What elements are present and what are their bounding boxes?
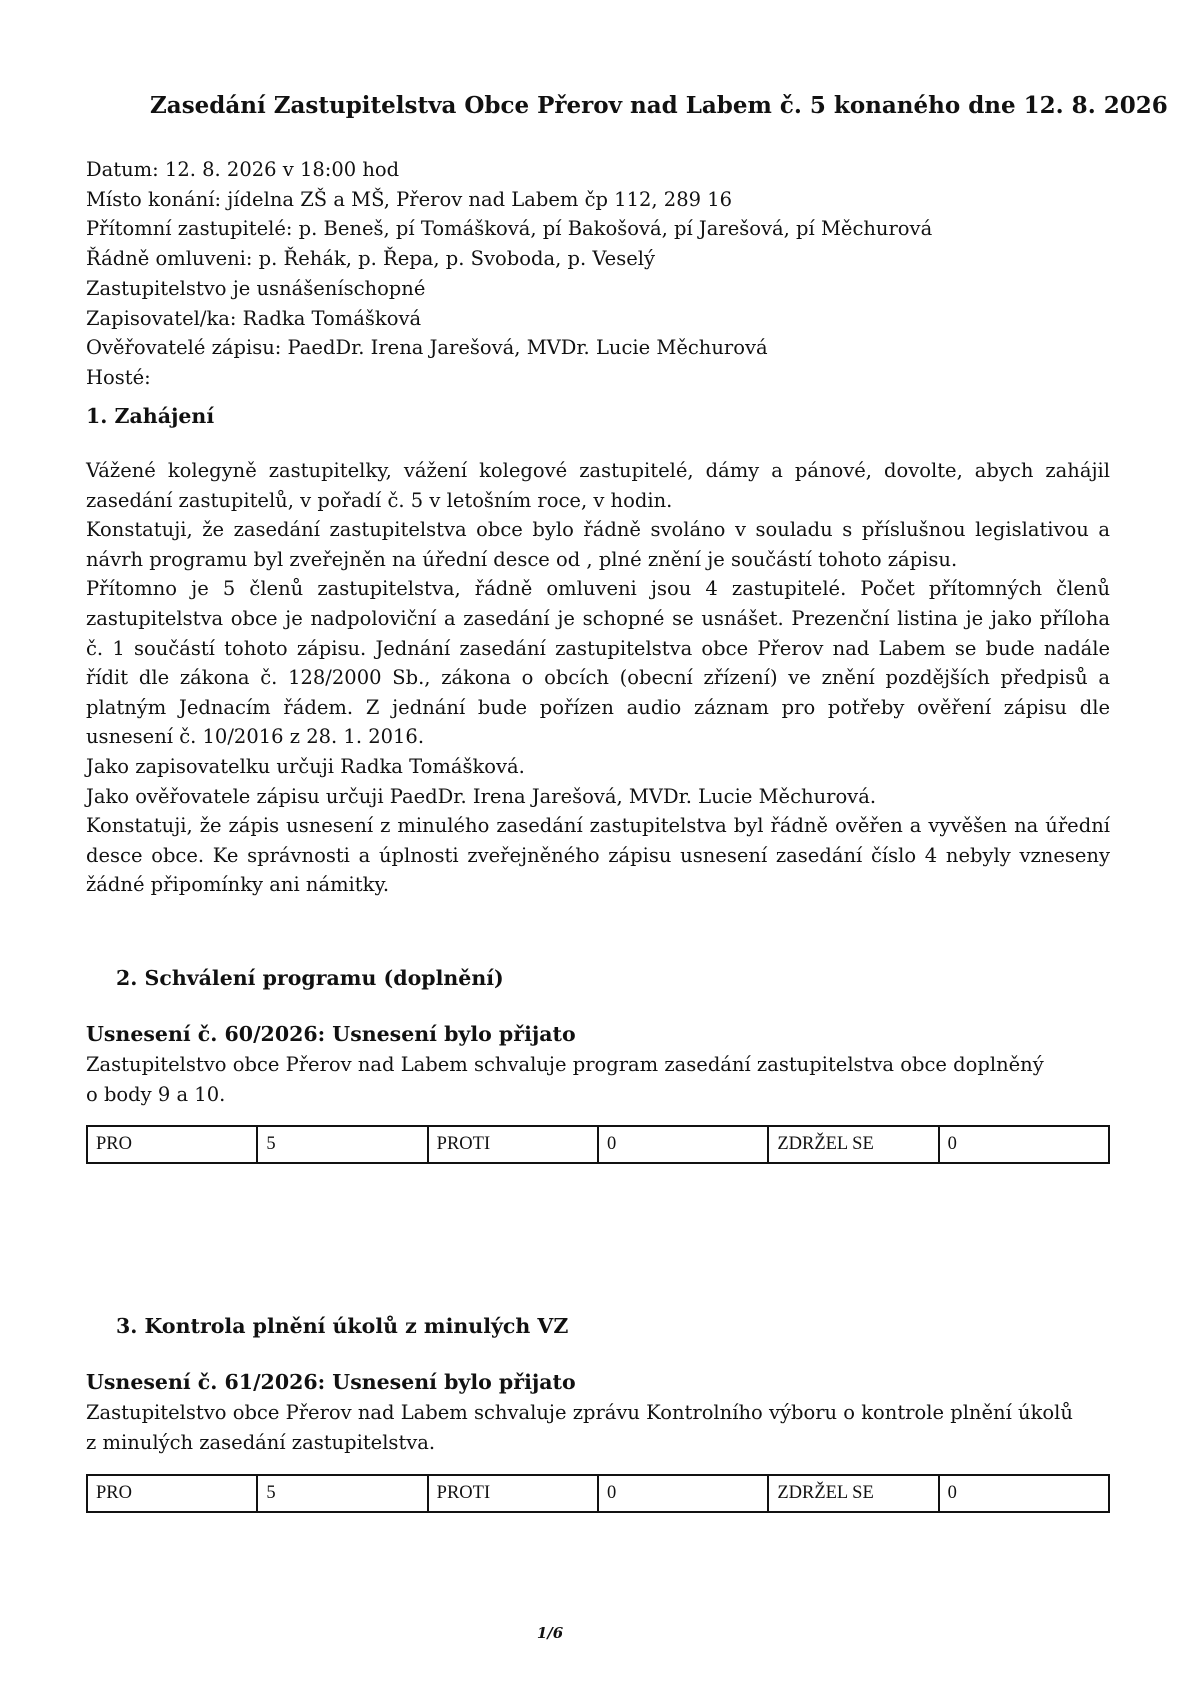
verifiers: Ověřovatelé zápisu: PaedDr. Irena Jarešová, MVDr. Lucie Měchurová (86, 336, 768, 360)
resolution-line: o body 9 a 10. (86, 1082, 226, 1106)
resolution-61-title: Usnesení č. 61/2026: Usnesení bylo přijato (86, 1370, 576, 1394)
section-1-body (86, 456, 1110, 900)
resolution-line: Zastupitelstvo obce Přerov nad Labem schvaluje program zasedání zastupitelstva obce doplněný (86, 1053, 1044, 1076)
vote-count-for: 5 (257, 1475, 427, 1512)
recorder: Zapisovatel/ka: Radka Tomášková (86, 306, 422, 330)
vote-label-against: PROTI (428, 1475, 598, 1512)
section-3-heading: 3. Kontrola plnění úkolů z minulých VZ (116, 1314, 569, 1338)
paragraph: Přítomno je 5 členů zastupitelstva, řádně omluveni jsou 4 zastupitelé. Počet přítomných členů zastupitelstva obce je nadpoloviční a zasedání je schopné se usnášet. Prezenční listina je jako příloha č. 1 součástí tohoto zápisu. Jednání zasedání zastupitelstva obce Přerov nad Labem se bude nadále řídit dle zákona č. 128/2000 Sb., zákona o obcích (obecní zřízení) ve znění pozdějších předpisů a platným Jednacím řádem. Z jednání bude pořízen audio záznam pro potřeby ověření zápisu dle usnesení č. 10/2016 z 28. 1. 2016. (86, 577, 1110, 749)
vote-table-60 (86, 1125, 1110, 1164)
vote-label-against: PROTI (428, 1126, 598, 1163)
paragraph: Vážené kolegyně zastupitelky, vážení kolegové zastupitelé, dámy a pánové, dovolte, abych zahájil zasedání zastupitelů, v pořadí č. 5 v letošním roce, v hodin. (86, 459, 1110, 512)
vote-count-abstain: 0 (939, 1475, 1109, 1512)
paragraph: Konstatuji, že zasedání zastupitelstva obce bylo řádně svoláno v souladu s příslušnou legislativou a návrh programu byl zveřejněn na úřední desce od , plné znění je součástí tohoto zápisu. (86, 518, 1110, 571)
vote-label-abstain: ZDRŽEL SE (768, 1475, 938, 1512)
paragraph: Jako zapisovatelku určuji Radka Tomášková. (86, 754, 525, 778)
vote-count-for: 5 (257, 1126, 427, 1163)
vote-label-for: PRO (87, 1126, 257, 1163)
paragraph: Konstatuji, že zápis usnesení z minulého zasedání zastupitelstva byl řádně ověřen a vyvěšen na úřední desce obce. Ke správnosti a úplnosti zveřejněného zápisu usnesení zasedání číslo 4 nebyly vzneseny žádné připomínky ani námitky. (86, 814, 1110, 897)
section-2-heading: 2. Schválení programu (doplnění) (116, 966, 504, 990)
vote-count-against: 0 (598, 1475, 768, 1512)
vote-label-for: PRO (87, 1475, 257, 1512)
vote-count-abstain: 0 (939, 1126, 1109, 1163)
page-number: 1/6 (536, 1624, 564, 1642)
meeting-info (86, 155, 932, 393)
guests: Hosté: (86, 365, 151, 389)
resolution-line: z minulých zasedání zastupitelstva. (86, 1430, 436, 1454)
vote-count-against: 0 (598, 1126, 768, 1163)
document-title: Zasedání Zastupitelstva Obce Přerov nad Labem č. 5 konaného dne 12. 8. 2026 (150, 92, 1168, 119)
resolution-61-text (86, 1398, 1110, 1457)
resolution-line: Zastupitelstvo obce Přerov nad Labem schvaluje zprávu Kontrolního výboru o kontrole plnění úkolů (86, 1401, 1073, 1424)
vote-table-61 (86, 1474, 1110, 1513)
resolution-60-text (86, 1050, 1110, 1109)
meeting-place: Místo konání: jídelna ZŠ a MŠ, Přerov nad Labem čp 112, 289 16 (86, 187, 733, 211)
meeting-date: Datum: 12. 8. 2026 v 18:00 hod (86, 158, 400, 181)
resolution-60-title: Usnesení č. 60/2026: Usnesení bylo přijato (86, 1022, 576, 1046)
table-row (87, 1475, 1109, 1512)
section-1-heading: 1. Zahájení (86, 404, 215, 428)
table-row (87, 1126, 1109, 1163)
quorum-status: Zastupitelstvo je usnášeníschopné (86, 276, 426, 300)
excused-members: Řádně omluveni: p. Řehák, p. Řepa, p. Svoboda, p. Veselý (86, 247, 656, 271)
vote-label-abstain: ZDRŽEL SE (768, 1126, 938, 1163)
document-page (86, 0, 1168, 1684)
paragraph: Jako ověřovatele zápisu určuji PaedDr. Irena Jarešová, MVDr. Lucie Měchurová. (86, 784, 877, 808)
present-members: Přítomní zastupitelé: p. Beneš, pí Tomášková, pí Bakošová, pí Jarešová, pí Měchurová (86, 217, 933, 241)
